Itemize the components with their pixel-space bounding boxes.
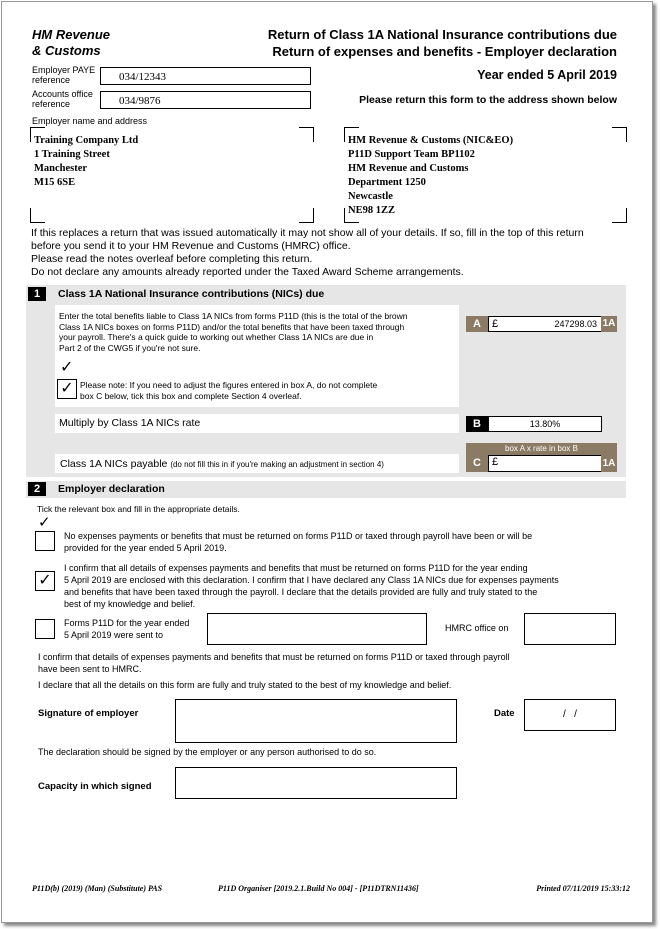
hmrc-logo-line1: HM Revenue (32, 27, 111, 42)
section2-number: 2 (28, 482, 46, 496)
section2-title: Employer declaration (58, 483, 165, 495)
date-label: Date (494, 708, 515, 719)
class-1a-tag: 1A (601, 455, 617, 472)
return-instruction: Please return this form to the address shown below (359, 94, 617, 106)
address-line: Manchester (34, 163, 88, 174)
tick-icon: ✓ (38, 514, 51, 531)
employer-name-address-label: Employer name and address (32, 116, 148, 126)
tick-icon: ✓ (60, 359, 74, 376)
hmrc-address (348, 134, 513, 218)
box-c-letter: C (466, 455, 488, 472)
footer-software: P11D Organiser [2019.2.1.Build No 004] - [P11DTRN11436] (218, 884, 419, 893)
paye-reference-field[interactable]: 034/12343 (100, 67, 311, 85)
adjustment-checkbox[interactable]: ✓ (57, 379, 77, 399)
footer-printed: Printed 07/11/2019 15:33:12 (536, 884, 630, 893)
address-line: M15 6SE (34, 177, 76, 188)
hmrc-logo-line2: & Customs (32, 43, 101, 58)
accounts-office-label: Accounts office reference (32, 89, 93, 109)
accounts-office-reference-field[interactable]: 034/9876 (100, 91, 311, 109)
box-a-value: 247298.03 (554, 319, 597, 329)
footer-form-code: P11D(b) (2019) (Man) (Substitute) PAS (32, 884, 163, 893)
paye-label: Employer PAYE reference (32, 65, 96, 85)
section1-title: Class 1A National Insurance contributions (NICs) due (58, 288, 325, 300)
confirm-text: I confirm that details of expenses payments and benefits that must be returned on forms P11D or taxed through payroll have been sent to HMRC. (38, 652, 510, 674)
address-line: Department 1250 (348, 177, 426, 188)
employer-address[interactable] (34, 134, 138, 190)
date-field[interactable]: / / (524, 699, 616, 731)
signature-label: Signature of employer (38, 708, 139, 719)
box-c-field[interactable] (488, 455, 602, 472)
address-corner (299, 208, 314, 223)
declare-text: I declare that all the details on this form are fully and truly stated to the best of my knowledge and belief. (38, 680, 452, 690)
forms-sent-text: Forms P11D for the year ended 5 April 2019 were sent to (64, 618, 190, 640)
no-benefits-checkbox[interactable] (35, 531, 55, 551)
address-line: Newcastle (348, 191, 393, 202)
address-line: 1 Training Street (34, 149, 110, 160)
form-title-line2: Return of expenses and benefits - Employer declaration (272, 44, 617, 59)
form-title-line1: Return of Class 1A National Insurance contributions due (267, 27, 617, 42)
section1-number: 1 (28, 287, 46, 301)
address-line: HM Revenue and Customs (348, 163, 469, 174)
address-corner (612, 208, 627, 223)
no-benefits-text: No expenses payments or benefits that must be returned on forms P11D or taxed through payroll have been or will be provided for the year ended 5 April 2019. (64, 531, 533, 553)
section2-instruction: Tick the relevant box and fill in the appropriate details. (37, 504, 240, 514)
box-b-letter: B (466, 416, 488, 432)
address-line: Training Company Ltd (34, 135, 139, 146)
address-line: HM Revenue & Customs (NIC&EO) (348, 135, 514, 146)
capacity-label: Capacity in which signed (38, 781, 152, 792)
address-line: P11D Support Team BP1102 (348, 149, 475, 160)
year-ended: Year ended 5 April 2019 (477, 68, 617, 82)
box-a-description: Enter the total benefits liable to Class 1A NICs from forms P11D (this is the total of the brown Class 1A NICs boxes on forms P11D) and/or the total benefits that have been taxed through your payroll. There's a quick guide to working out whether Class 1A NICs are due in Part 2 of the CWG5 if you're not sure. (59, 311, 408, 353)
forms-sent-checkbox[interactable] (35, 619, 55, 639)
intro-text: If this replaces a return that was issued automatically it may not show all of your details. If so, fill in the top of this return before you send it to your HM Revenue and Customs (HMRC) office. Please read the notes overleaf before completing this return. Do not declare any amounts already reported under the Taxed Award Scheme arrangements. (31, 227, 584, 278)
capacity-field[interactable] (175, 767, 457, 799)
box-b-field[interactable]: 13.80% (488, 416, 602, 432)
multiply-label: Multiply by Class 1A NICs rate (59, 417, 201, 429)
pound-icon: £ (492, 456, 499, 468)
box-a-letter: A (466, 316, 488, 332)
hmrc-office-label: HMRC office on (445, 623, 509, 633)
signed-by-note: The declaration should be signed by the employer or any person authorised to do so. (38, 747, 377, 757)
all-details-enclosed-checkbox[interactable]: ✓ (35, 571, 55, 591)
signature-field[interactable] (175, 699, 457, 743)
box-a-field[interactable] (488, 316, 602, 332)
address-corner (299, 127, 314, 142)
box-c-caption: box A x rate in box B (466, 443, 617, 455)
hmrc-office-field[interactable] (524, 613, 616, 645)
address-corner (30, 208, 45, 223)
forms-sent-date-field[interactable] (207, 613, 427, 645)
pound-icon: £ (492, 318, 499, 330)
address-line: NE98 1ZZ (348, 205, 395, 216)
class-1a-tag: 1A (601, 316, 617, 332)
all-details-text: I confirm that all details of expenses payments and benefits that must be returned on forms P11D for the year ending 5 April 2019 are enclosed with this declaration. I confirm that I have declared any Class 1A NICs due for expenses payments and benefits that have been taxed through the payroll. I declare that the details provided are fully and truly stated to the best of my knowledge and belief. (64, 563, 559, 609)
payable-label: Class 1A NICs payable (do not fill this in if you're making an adjustment in section 4) (60, 458, 384, 470)
address-corner (612, 127, 627, 142)
adjustment-note: Please note: If you need to adjust the figures entered in box A, do not complete box C below, tick this box and complete Section 4 overleaf. (80, 380, 378, 401)
